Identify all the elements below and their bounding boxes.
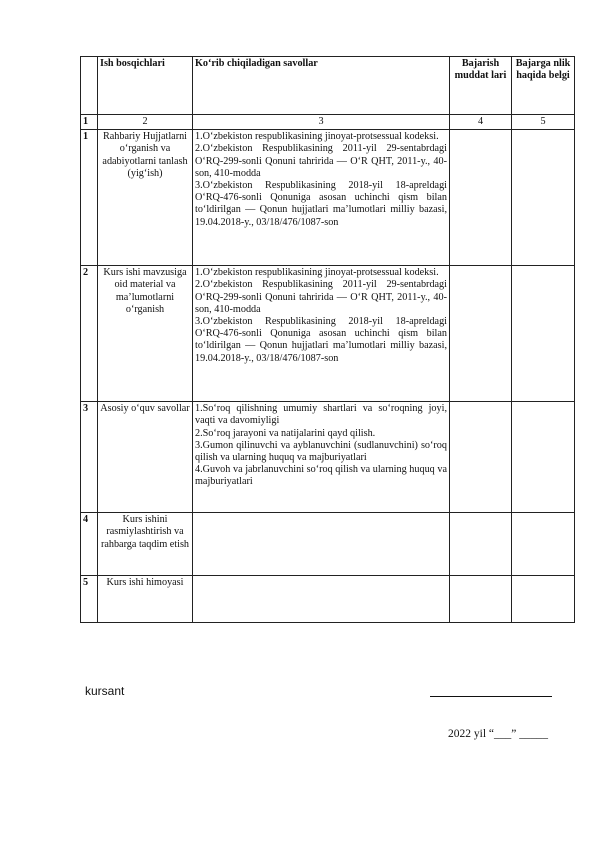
stage-cell: Kurs ishi himoyasi [98, 576, 193, 623]
mark-cell [512, 576, 575, 623]
deadline-cell [450, 130, 512, 266]
deadline-cell [450, 402, 512, 513]
row-number: 2 [81, 266, 98, 402]
column-numbers-row [81, 115, 575, 130]
table-row [81, 402, 575, 513]
table-row [81, 130, 575, 266]
mark-cell [512, 130, 575, 266]
column-number: 1 [81, 115, 98, 130]
question-item: 1.So‘roq qilishning umumiy shartlari va so‘roqning joyi, vaqti va davomiyligi [195, 403, 447, 427]
question-item: 4.Guvoh va jabrlanuvchini so‘roq qilish va ularning huquq va majburiyatlari [195, 464, 447, 488]
mark-cell [512, 513, 575, 576]
mark-cell [512, 266, 575, 402]
column-number: 3 [193, 115, 450, 130]
column-number: 2 [98, 115, 193, 130]
question-item: 3.O‘zbekiston Respublikasining 2018-yil 18-apreldagi O‘RQ-476-sonli Qonuniga asosan uchinchi qism bilan to‘ldirilgan — Qonun hujjatlari ma’lumotlari milliy bazasi, 19.04.2018-y., 03/18/476/1087-son [195, 316, 447, 364]
question-item: 2.O‘zbekiston Respublikasining 2011-yil 29-sentabrdagi O‘RQ-299-sonli Qonuni tahririda — O‘R QHT, 2011-y., 40-son, 410-modda [195, 143, 447, 179]
table-row [81, 513, 575, 576]
column-number: 4 [450, 115, 512, 130]
header-cell-stages: Ish bosqichlari [98, 57, 193, 115]
header-cell-num [81, 57, 98, 115]
questions-cell [193, 576, 450, 623]
column-number: 5 [512, 115, 575, 130]
row-number: 5 [81, 576, 98, 623]
header-cell-mark: Bajarga nlik haqida belgi [512, 57, 575, 115]
deadline-cell [450, 576, 512, 623]
stage-cell: Asosiy o‘quv savollar [98, 402, 193, 513]
header-cell-questions: Ko‘rib chiqiladigan savollar [193, 57, 450, 115]
row-number: 3 [81, 402, 98, 513]
stage-cell: Kurs ishi mavzusiga oid material va ma’lumotlarni o‘rganish [98, 266, 193, 402]
student-role-label: kursant [85, 684, 125, 698]
question-item: 2.So‘roq jarayoni va natijalarini qayd qilish. [195, 427, 376, 439]
signature-line [430, 684, 552, 697]
table-row [81, 576, 575, 623]
questions-cell [193, 130, 450, 266]
work-plan-table [80, 56, 575, 623]
question-item: 3.O‘zbekiston Respublikasining 2018-yil 18-apreldagi O‘RQ-476-sonli Qonuniga asosan uchinchi qism bilan to‘ldirilgan — Qonun hujjatlari ma’lumotlari milliy bazasi, 19.04.2018-y., 03/18/476/1087-son [195, 180, 447, 228]
table-header-row [81, 57, 575, 115]
question-item: 1.O‘zbekiston respublikasining jinoyat-protsessual kodeksi. [195, 267, 439, 279]
date-line: 2022 yil “___” _____ [448, 728, 548, 740]
stage-cell: Rahbariy Hujjatlarni o‘rganish va adabiyotlarni tanlash (yig‘ish) [98, 130, 193, 266]
deadline-cell [450, 266, 512, 402]
question-item: 2.O‘zbekiston Respublikasining 2011-yil 29-sentabrdagi O‘RQ-299-sonli Qonuni tahririda — O‘R QHT, 2011-y., 40-son, 410-modda [195, 279, 447, 315]
deadline-cell [450, 513, 512, 576]
row-number: 4 [81, 513, 98, 576]
questions-cell [193, 513, 450, 576]
question-item: 3.Gumon qilinuvchi va ayblanuvchini (sudlanuvchini) so‘roq qilish va ularning huquq va majburiyatlari [195, 439, 447, 464]
questions-cell [193, 266, 450, 402]
question-item: 1.O‘zbekiston respublikasining jinoyat-protsessual kodeksi. [195, 131, 439, 143]
mark-cell [512, 402, 575, 513]
table-row [81, 266, 575, 402]
header-cell-deadline: Bajarish muddat lari [450, 57, 512, 115]
row-number: 1 [81, 130, 98, 266]
stage-cell: Kurs ishini rasmiylashtirish va rahbarga taqdim etish [98, 513, 193, 576]
questions-cell [193, 402, 450, 513]
